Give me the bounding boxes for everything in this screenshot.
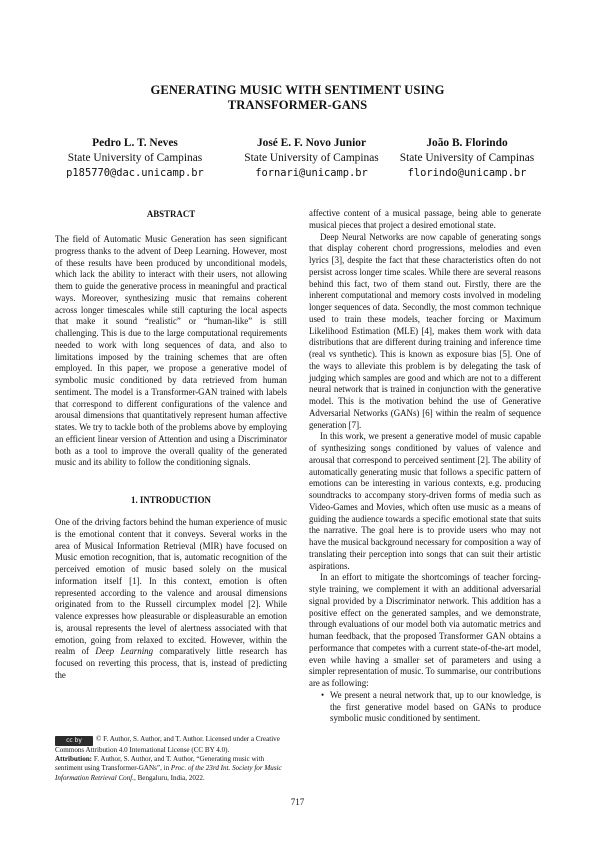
footnote-attribution-end: , Bengaluru, India, 2022. (134, 773, 205, 782)
right-paragraph-1: Deep Neural Networks are now capable of generating songs that display coherent chord progressions, melodies and even lyrics [3], despite the fact that these characteristics often do not persist across longer time scales. While there are several reasons behind this fact, two of them stand out. Firstly, there are the inherent computational and memory costs involved in modeling longer sequences of data. Secondly, the most common technique used to train these models, teacher forcing or Maximum Likelihood Estimation (MLE) [4], makes them work with data distributions that are different during training and inference time (real vs synthetic). This is known as exposure bias [5]. One of the ways to alleviate this problem is by delegating the task of judging which samples are good and which are not to a different neural network that is trained in conjunction with the generative model. This is the motivation behind the use of Generative Adversarial Networks (GANs) [6] within the realm of sequence generation [7]. (309, 231, 541, 430)
title-line-1: GENERATING MUSIC WITH SENTIMENT USING (150, 83, 445, 97)
contributions-list (309, 690, 541, 725)
footnote-attribution-label: Attribution: (55, 755, 93, 764)
paper-title (60, 83, 535, 113)
intro-text-part-2: comparatively little research has focused on reverting this process, that is, instead of predicting the (55, 646, 287, 680)
abstract-paragraph: The field of Automatic Music Generation has seen significant progress thanks to the advent of Deep Learning. However, most of these results have been produced by unconditional models, which lack the ability to interact with their users, not allowing them to guide the generative process in meaningful and practical ways. Moreover, synthesizing music that remains coherent across longer timescales while still capturing the local aspects that make it sound “realistic” or “human-like” is still challenging. This is due to the large computational requirements needed to work with long sequences of data, and also to limitations imposed by the training schemes that are often employed. In this paper, we propose a generative model of symbolic music conditioned by data retrieved from human sentiment. The model is a Transformer-GAN trained with labels that correspond to different configurations of the valence and arousal dimensions that quantitatively represent human affective states. We try to tackle both of the problems above by employing an efficient linear version of Attention and using a Discriminator both as a tool to improve the overall quality of the generated music and its ability to follow the conditioning signals. (55, 234, 287, 468)
intro-text-part-1: One of the driving factors behind the human experience of music is the emotional content that it conveys. Several works in the area of Musical Information Retrieval (MIR) have focused on Music emotion recognition, that is, automatic recognition of the perceived emotion of music based solely on the musical information itself [1]. In this context, emotion is often represented according to the valence and arousal dimensions originated from to the Russell circumplex model [2]. While valence expresses how pleasurable or displeasurable an emotion is, arousal represents the level of alertness associated with that emotion, going from relaxed to excited. However, within the realm of (55, 517, 287, 657)
author-name: José E. F. Novo Junior (256, 137, 367, 149)
cc-license-badge: cc by (55, 736, 93, 746)
right-column (309, 208, 541, 725)
bullet-icon: • (321, 689, 325, 700)
contribution-text: We present a neural network that, up to our knowledge, is the first generative model based on GANs to produce symbolic music conditioned by sentiment. (330, 689, 541, 724)
page-number: 717 (290, 797, 305, 807)
author-name: João B. Florindo (426, 137, 508, 149)
author-email: p185770@dac.unicamp.br (66, 167, 204, 179)
author-block-1 (55, 136, 215, 181)
list-item (309, 690, 541, 725)
intro-text (55, 517, 287, 682)
intro-heading: 1. INTRODUCTION (131, 495, 211, 505)
author-affiliation: State University of Campinas (244, 152, 379, 164)
footnote (55, 735, 291, 783)
footnote-license: © F. Author, S. Author, and T. Author. Licensed under a Creative Commons Attribution 4.0 International License (CC BY 4.0). (55, 735, 280, 754)
footnote-venue: Proc. of the 23rd Int. Society for Music Information Retrieval Conf. (55, 764, 282, 782)
author-block-2 (229, 136, 394, 181)
right-paragraph-0: affective content of a musical passage, being able to generate musical pieces that project a desired emotional state. (309, 208, 541, 230)
author-email: florindo@unicamp.br (407, 167, 527, 179)
author-email: fornari@unicamp.br (255, 167, 368, 179)
intro-paragraph-1 (55, 517, 287, 682)
right-paragraph-2: In this work, we present a generative model of music capable of synthesizing songs conditioned by values of valence and arousal that correspond to perceived sentiment [2]. The ability of automatically generating music that follows a specific pattern of emotions can be interesting in various contexts, e.g. producing soundtracks to accompany story-driven forms of media such as Video-Games and Movies, which often use music as a means of guiding the audience towards a specific emotional state that suits the narrative. The goal here is to provide users who may not have the musical background necessary for composition a way of translating their perception into songs that can suit their artistic aspirations. (309, 431, 541, 571)
footnote-attribution-text: F. Author, S. Author, and T. Author, “Generating music with sentiment using Transformer-GANs”, in (55, 755, 265, 773)
right-paragraph-3: In an effort to mitigate the shortcomings of teacher forcing-style training, we complement it with an additional adversarial signal provided by a Discriminator network. This addition has a positive effect on the generated samples, and we demonstrate, through evaluations of our model both via automatic metrics and human feedback, that the proposed Transformer GAN obtains a performance that competes with a current state-of-the-art model, even while having a smaller set of parameters and using a simpler representation of music. To summarise, our contributions are as following: (309, 572, 541, 688)
author-affiliation: State University of Campinas (67, 152, 203, 164)
author-affiliation: State University of Campinas (399, 152, 535, 164)
emphasis-deep-learning: Deep Learning (95, 646, 154, 657)
title-line-2: TRANSFORMER-GANS (227, 98, 368, 112)
abstract-text (55, 234, 287, 469)
author-block-3 (387, 136, 547, 181)
abstract-heading: ABSTRACT (146, 209, 196, 219)
author-name: Pedro L. T. Neves (92, 137, 178, 149)
